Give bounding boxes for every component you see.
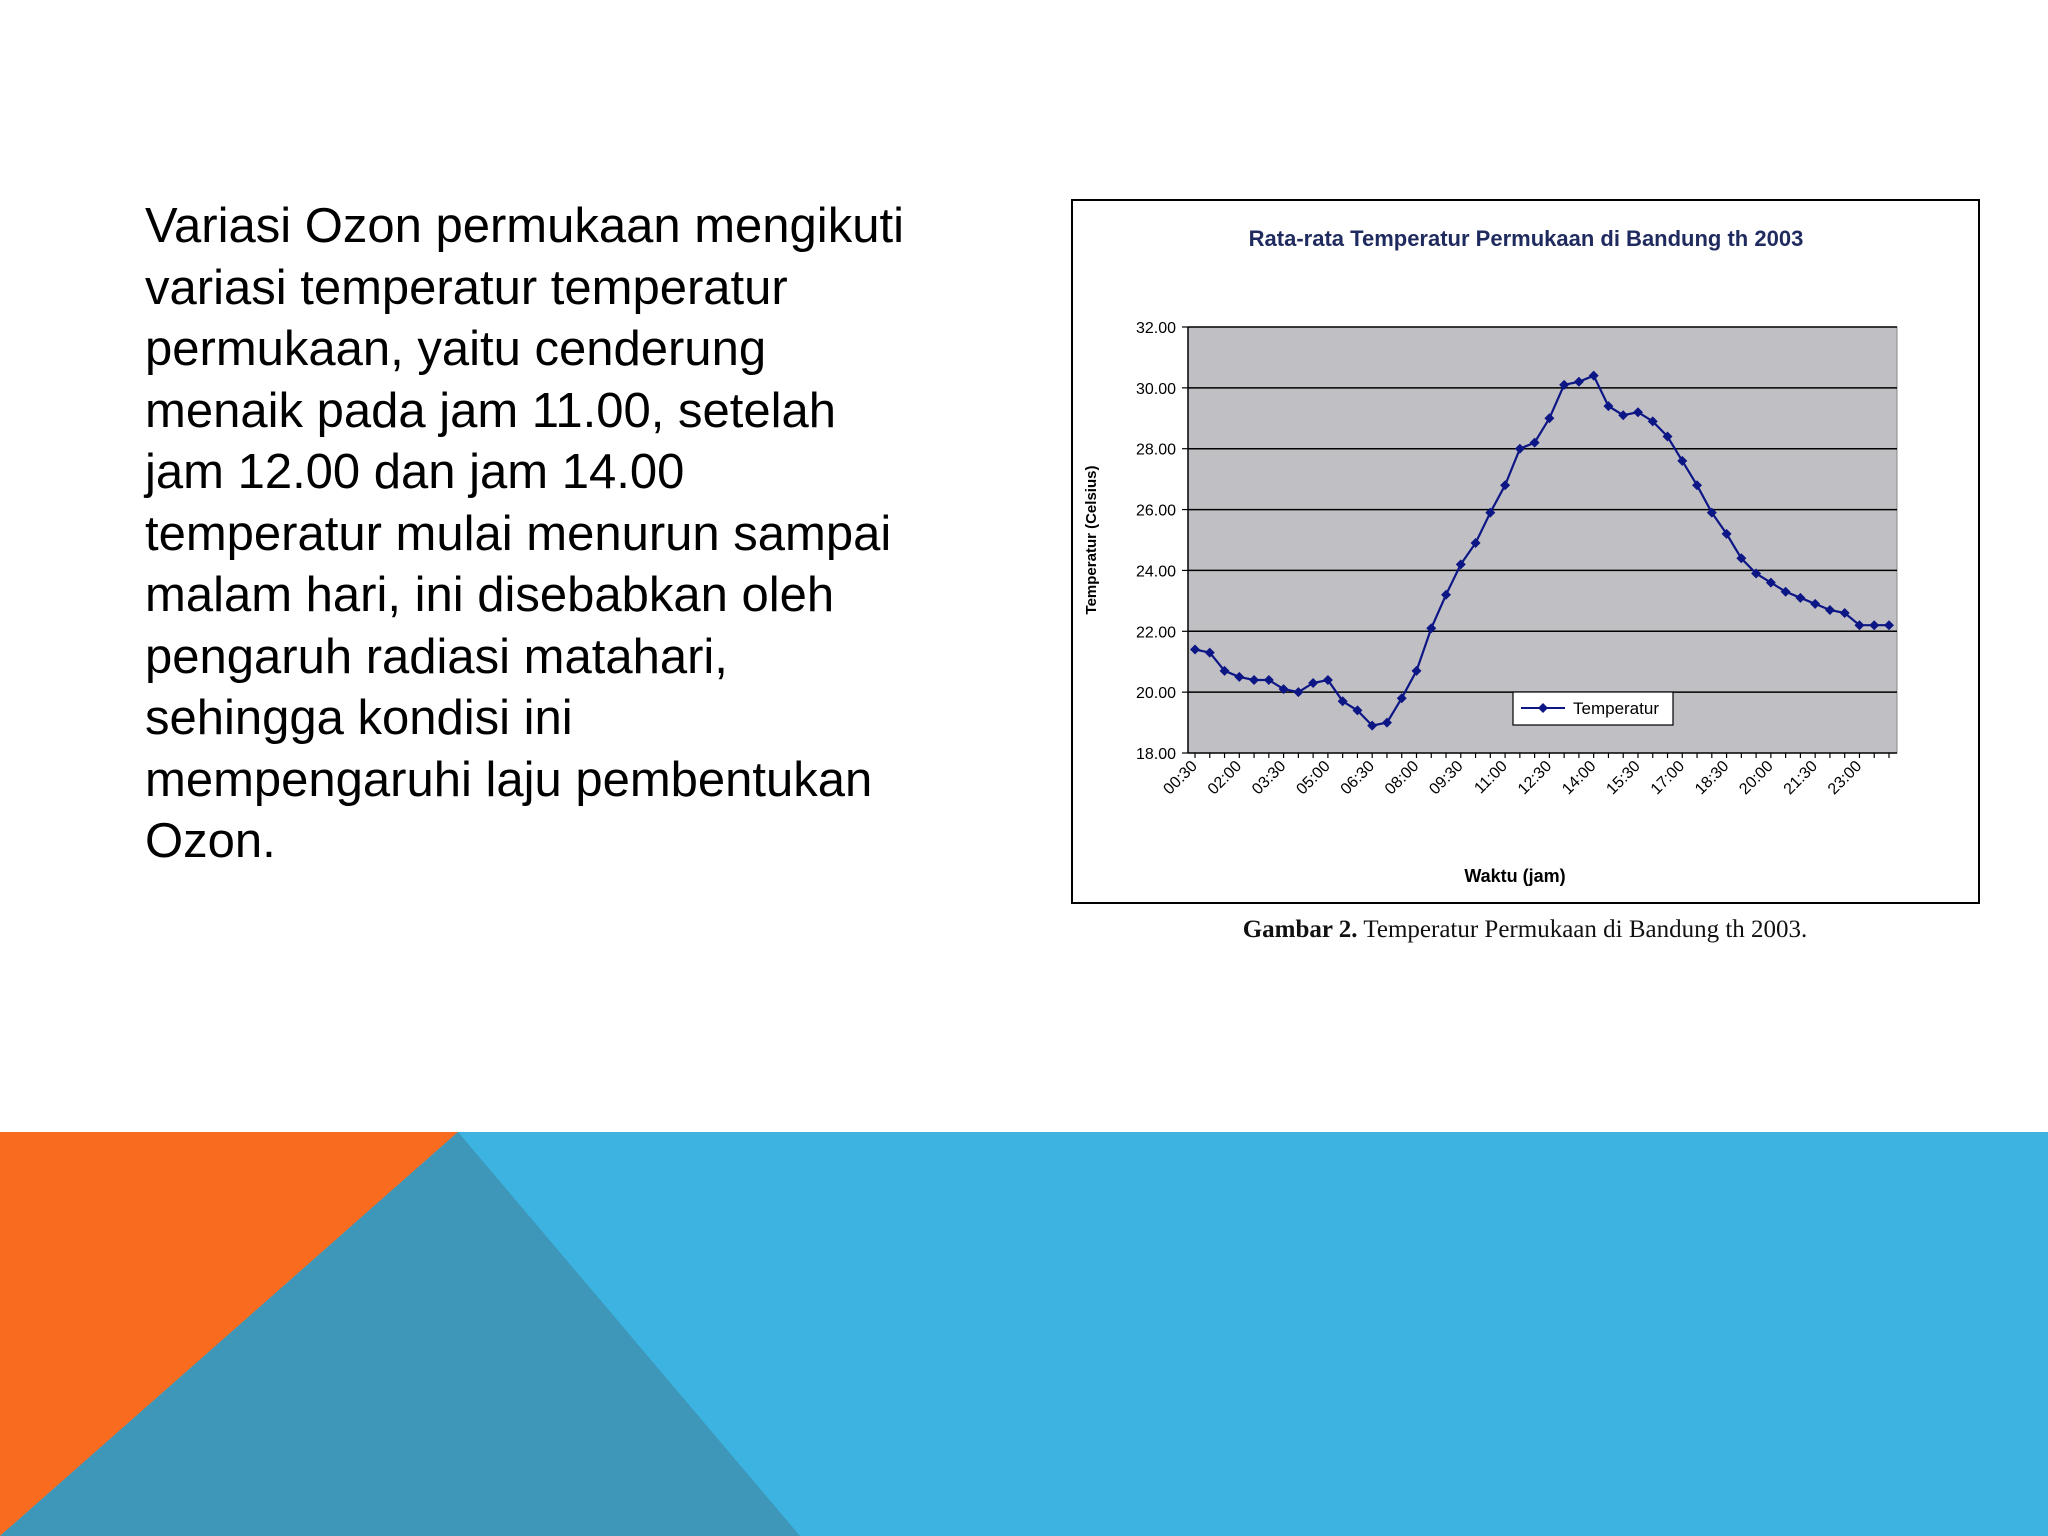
- y-tick-label: 18.00: [1135, 746, 1176, 763]
- y-tick-label: 24.00: [1135, 563, 1176, 581]
- paragraph-line: malam hari, ini disebabkan oleh: [145, 568, 835, 622]
- y-axis-label: Temperatur (Celsius): [1083, 465, 1100, 615]
- y-axis-ticks: [1136, 320, 1188, 763]
- y-tick-label: 30.00: [1135, 380, 1176, 398]
- y-tick-label: 28.00: [1135, 441, 1176, 459]
- x-tick-label: 20:00: [1736, 757, 1777, 799]
- figure-caption: [1100, 916, 1950, 944]
- paragraph-line: permukaan, yaitu cenderung: [145, 322, 767, 376]
- y-tick-label: 22.00: [1135, 624, 1176, 642]
- slide-body-text: [145, 196, 975, 873]
- y-tick-label: 26.00: [1135, 502, 1176, 520]
- paragraph-line: mempengaruhi laju pembentukan: [145, 752, 873, 807]
- paragraph-line: Ozon.: [145, 814, 276, 868]
- x-axis-ticks: [1160, 753, 1889, 798]
- paragraph-line: pengaruh radiasi matahari,: [145, 629, 728, 684]
- decorative-banner: [0, 1132, 2048, 1536]
- paragraph-line: menaik pada jam 11.00, setelah: [145, 383, 836, 438]
- legend-label: Temperatur: [1573, 699, 1659, 718]
- paragraph-line: jam 12.00 dan jam 14.00: [145, 445, 685, 499]
- x-tick-label: 00:30: [1160, 757, 1201, 799]
- x-tick-label: 11:00: [1471, 757, 1511, 798]
- chart-frame: [1071, 199, 1980, 904]
- y-tick-label: 20.00: [1135, 685, 1176, 703]
- x-tick-label: 08:00: [1381, 757, 1423, 799]
- caption-text: Temperatur Permukaan di Bandung th 2003.: [1363, 916, 1808, 943]
- chart-legend: [1513, 692, 1673, 725]
- x-tick-label: 18:30: [1692, 757, 1733, 799]
- x-axis-label: Waktu (jam): [1464, 866, 1566, 886]
- x-tick-label: 03:30: [1249, 757, 1290, 799]
- x-tick-label: 14:00: [1559, 757, 1600, 799]
- x-tick-label: 09:30: [1426, 757, 1467, 799]
- x-tick-label: 17:00: [1647, 757, 1689, 799]
- caption-label: Gambar 2.: [1242, 916, 1358, 943]
- y-tick-label: 32.00: [1135, 320, 1176, 337]
- x-tick-label: 21:30: [1780, 757, 1821, 799]
- paragraph-line: Variasi Ozon permukaan mengikuti: [145, 199, 904, 253]
- x-tick-label: 02:00: [1204, 757, 1246, 799]
- x-tick-label: 23:00: [1824, 757, 1866, 799]
- plot-area: [1188, 327, 1897, 753]
- x-tick-label: 15:30: [1603, 757, 1644, 799]
- x-tick-label: 06:30: [1337, 757, 1379, 799]
- temperature-line-chart: [1073, 201, 1978, 902]
- chart-title: Rata-rata Temperatur Permukaan di Bandung th 2003: [1248, 226, 1804, 251]
- x-tick-label: 05:00: [1293, 757, 1334, 799]
- paragraph-line: variasi temperatur temperatur: [145, 260, 788, 315]
- x-tick-label: 12:30: [1514, 757, 1556, 799]
- paragraph-line: sehingga kondisi ini: [145, 691, 573, 745]
- paragraph-line: temperatur mulai menurun sampai: [145, 506, 892, 561]
